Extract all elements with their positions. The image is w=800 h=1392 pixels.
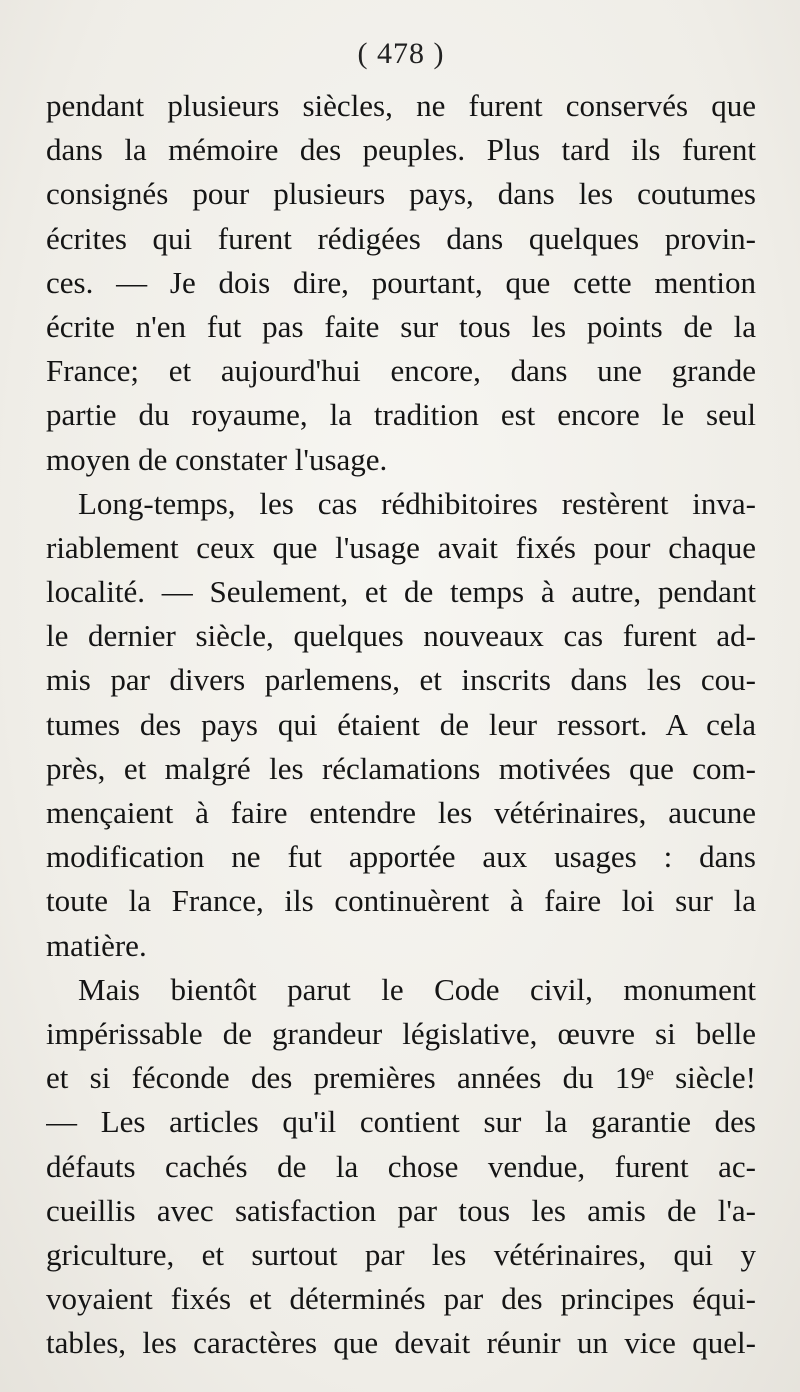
text-line: France; et aujourd'hui encore, dans une grande bbox=[46, 353, 756, 389]
text-line: moyen de constater l'usage. bbox=[46, 441, 388, 477]
paragraph-3 bbox=[46, 968, 756, 1366]
text-line: matière. bbox=[46, 927, 147, 963]
text-line: dans la mémoire des peuples. Plus tard ils furent bbox=[46, 132, 756, 168]
text-line: près, et malgré les réclamations motivées que com- bbox=[46, 750, 756, 786]
text-line: défauts cachés de la chose vendue, furent ac- bbox=[46, 1148, 756, 1184]
text-line: Long-temps, les cas rédhibitoires restèrent inva- bbox=[78, 485, 756, 521]
page-body bbox=[46, 84, 756, 1365]
text-line: Mais bientôt parut le Code civil, monument bbox=[78, 971, 756, 1007]
text-line: ces. — Je dois dire, pourtant, que cette mention bbox=[46, 264, 756, 300]
text-line: tables, les caractères que devait réunir un vice quel- bbox=[46, 1325, 756, 1361]
text-line: modification ne fut apportée aux usages : dans bbox=[46, 839, 756, 875]
text-line: mis par divers parlemens, et inscrits dans les cou- bbox=[46, 662, 756, 698]
text-line: et si féconde des premières années du 19ᵉ siècle! bbox=[46, 1060, 756, 1096]
text-line: riablement ceux que l'usage avait fixés pour chaque bbox=[46, 529, 756, 565]
text-line: cueillis avec satisfaction par tous les amis de l'a- bbox=[46, 1192, 756, 1228]
page-number: ( 478 ) bbox=[357, 37, 445, 70]
text-line: toute la France, ils continuèrent à faire loi sur la bbox=[46, 883, 756, 919]
text-line: griculture, et surtout par les vétérinaires, qui y bbox=[46, 1236, 756, 1272]
text-line: impérissable de grandeur législative, œuvre si belle bbox=[46, 1015, 756, 1051]
paragraph-2 bbox=[46, 482, 756, 968]
text-line: partie du royaume, la tradition est encore le seul bbox=[46, 397, 756, 433]
text-line: voyaient fixés et déterminés par des principes équi- bbox=[46, 1281, 756, 1317]
text-line: — Les articles qu'il contient sur la garantie des bbox=[46, 1104, 756, 1140]
text-line: tumes des pays qui étaient de leur ressort. A cela bbox=[46, 706, 756, 742]
text-line: écrite n'en fut pas faite sur tous les points de la bbox=[46, 308, 756, 344]
paragraph-1 bbox=[46, 84, 756, 482]
text-line: consignés pour plusieurs pays, dans les coutumes bbox=[46, 176, 756, 212]
text-line: pendant plusieurs siècles, ne furent conservés que bbox=[46, 88, 756, 123]
text-line: écrites qui furent rédigées dans quelques provin- bbox=[46, 220, 756, 256]
text-line: localité. — Seulement, et de temps à autre, pendant bbox=[46, 574, 756, 610]
text-line: le dernier siècle, quelques nouveaux cas furent ad- bbox=[46, 618, 756, 654]
text-line: mençaient à faire entendre les vétérinaires, aucune bbox=[46, 795, 756, 830]
